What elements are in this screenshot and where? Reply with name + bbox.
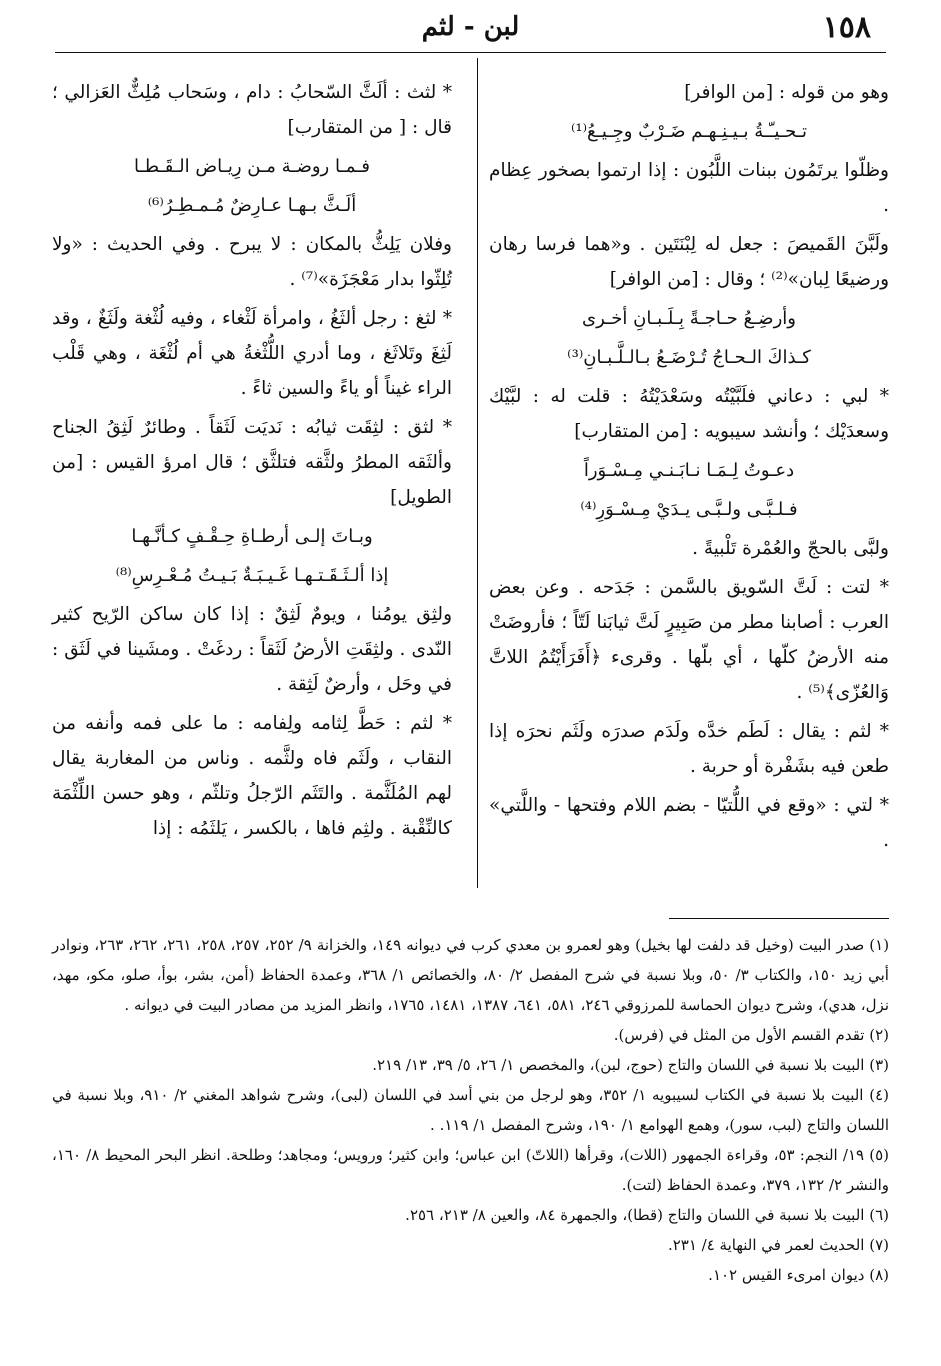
right-column [489,75,889,862]
entry-lthgh: * لثغ : رجل ألثَغُ ، وامرأة لَثْغاء ، وفيه لُثْغة ولَثَغٌ ، وقد لَثِغَ وتَلاثَغ ، وما أدري اللُّثْغةُ هي أم لُثْغَة ، وهي قَلْب الراء غيناً أو ياءً والسين ثاءً . [52,308,452,399]
left-column [52,75,452,850]
text-line: وهو من قوله : [من الوافر] [684,82,889,103]
entry-lthm: * لثم : حَطَّ لِثامه ولِفامه : ما على فمه وأنفه من النقاب ، ولَثَم فاه ولثَّمه . وناس من المغاربة يقال لهم المُلَثَّمة . والتَثَم الرّجلُ وتلثّم ، وهو حسن اللِّثْمَة كالنِّقْبة . ولثِم فاها ، بالكسر ، يَلثَمُه : إذا [52,713,452,839]
entry-lthq: * لثق : لثِقَت ثيابُه : نَديَت لَثَقاً . وطائرٌ لَثِقُ الجناح وألثَقه المطرُ ولثَّقه فتلثَّق ؛ قال امرؤ القيس : [من الطويل] [52,417,452,508]
text-line: ولَبَّنَ القَميصَ : جعل له لِبْنَتَين . و«هما فرسا رهان ورضيعًا لِبان»⁽²⁾ ؛ وقال : [من الوافر] [489,234,889,290]
column-divider [477,58,478,888]
footnote: (٦) البيت بلا نسبة في اللسان والتاج (قطا)، والجمهرة ٨٤، والعين ٨/ ٢١٣، ٢٥٦. [405,1206,889,1224]
entry-ltt: * لتت : لَتَّ السّويق بالسَّمن : جَدَحه . وعن بعض العرب : أصابنا مطر من صَبِيرٍ لَتَّ ثيابَنا لَتّاً ؛ فأروضَتْ منه الأرضُ كلّها ، أي بلّها . وقرىء ﴿أَفَرَأَيْتُمُ اللاتَّ وَالعُزّى﴾⁽⁵⁾ . [489,577,889,703]
footnote: (٣) البيت بلا نسبة في اللسان والتاج (حوج، لبن)، والمخصص ١/ ٢٦، ٥/ ٣٩، ١٣/ ٢١٩. [372,1056,889,1074]
text-line: ولثِق يومُنا ، ويومٌ لَثِقٌ : إذا كان ساكن الرّيح كثير النّدى . ولثِقَتِ الأرضُ لَثَقاً : ردغَتْ . ومشَينا في لَثَق : في وحَل ، وأرضٌ لَثِقة . [52,604,452,695]
verse-line: فـلـبَّـى ولـبَّـى يـدَيْ مِـسْـوَرِ⁽⁴⁾ [580,499,798,520]
footnote: (١) صدر البيت (وخيل قد دلفت لها بخيل) وهو لعمرو بن معدي كرب في ديوانه ١٤٩، والخزانة ٩/ ٢٥٢، ٢٥٧، ٢٥٨، ٢٦١، ٢٦٢، ٢٦٣، ونوادر أبي زيد ١٥٠، والكتاب ٣/ ٥٠، وبلا نسبة في شرح المفصل ٢/ ٨٠، والخصائص ١/ ٣٦٨، وعمدة الحفاظ (أمن، بشر، بوأ، صلو، مكو، مهد، نزل، هدي)، وشرح ديوان الحماسة للمرزوقي ٢٤٦، ٥٨١، ٦٤١، ١٣٨٧، ١٤٨١، ١٧٦٥، وانظر المزيد من مصادر البيت في ديوانه . [52,936,890,1014]
footnote: (٧) الحديث لعمر في النهاية ٤/ ٢٣١. [667,1236,889,1254]
verse-line: وبـاتَ إلـى أرطـاةِ حِـقْـفٍ كـأنَّـهـا [131,526,373,547]
page-number: ١٥٨ [822,10,871,45]
entry-lbi: * لبي : دعاني فلَبَّيْتُه وسَعْدَيْتُهُ : قلت له : لبَّيْك وسعدَيْك ؛ وأنشد سيبويه : [من المتقارب] [489,386,889,442]
footnote: (٨) ديوان امرىء القيس ١٠٢. [708,1266,889,1284]
verse-line: وأرضِـعُ حـاجـةً بِـلَـبـانِ أخـرى [582,308,796,329]
verse-line: فـمـا روضـة مـن رِيـاض الـقَـطـا [133,156,371,177]
footnote-rule [669,918,889,919]
verse-line: تـحـيـّـةُ بـيـنِـهـم ضَـرْبٌ وجِـيـعُ⁽¹⁾ [570,121,808,142]
verse-line: إذا ألـثَـقَـتـهـا غَـيـبَـةٌ بَـيـتُ مُـعْـرِسِ⁽⁸⁾ [115,565,389,586]
verse-line: ألَـثَّ بـهـا عـارِضٌ مُـمـطِـرُ⁽⁶⁾ [147,195,357,216]
entry-ltm: * لثم : يقال : لَطَم خدَّه ولَدَم صدرَه ولَثَم نحرَه إذا طعن فيه بشَفْرة أو حربة . [489,721,889,777]
text-line: وفلان يَلِثُّ بالمكان : لا يبرح . وفي الحديث : «ولا تُلِثّوا بدار مَعْجَزَة»⁽⁷⁾ . [52,234,452,290]
verse-line: دعـوتُ لِـمَـا نـابَـنـي مِـسْـوَراً [583,460,795,481]
footnote: (٤) البيت بلا نسبة في الكتاب لسيبويه ١/ ٣٥٢، وهو لرجل من بني أسد في اللسان (لبى)، وشرح شواهد المغني ٢/ ٩١٠، وبلا نسبة في اللسان والتاج (لبب، سور)، وهمع الهوامع ١/ ١٩٠، وشرح المفصل ١/ ١١٩. . [52,1086,890,1134]
verse-line: كـذاكَ الـحـاجُ تُـرْضَـعُ بـالـلَّـبـانِ⁽³⁾ [567,347,811,368]
footnotes [52,930,889,1290]
text-line: وظلّوا يرتَمُون ببنات اللَّبُون : إذا ارتموا بصخور عِظام . [489,160,889,216]
text-line: ولبَّى بالحجّ والعُمْرة تَلْبيةً . [692,538,889,559]
header-rule [55,52,886,53]
entry-lty: * لتي : «وقع في اللُّتيّا - بضم اللام وفتحها - واللَّتي» . [489,795,889,851]
footnote: (٥) ١٩/ النجم: ٥٣، وقراءة الجمهور (اللات)، وقرأها (اللاتّ) ابن عباس؛ وابن كثير؛ ورويس؛ ومجاهد؛ وطلحة. انظر البحر المحيط ٨/ ١٦٠، والنشر ٢/ ١٣٢، ٣٧٩، وعمدة الحفاظ (لتت). [52,1146,890,1194]
entry-lthth: * لثث : ألَثَّ السّحابُ : دام ، وسَحاب مُلِثٌّ العَزالي ؛ قال : [ من المتقارب] [52,82,452,138]
page-header [30,10,911,50]
page-title: لبن - لثم [421,12,520,42]
footnote: (٢) تقدم القسم الأول من المثل في (فرس). [613,1026,889,1044]
